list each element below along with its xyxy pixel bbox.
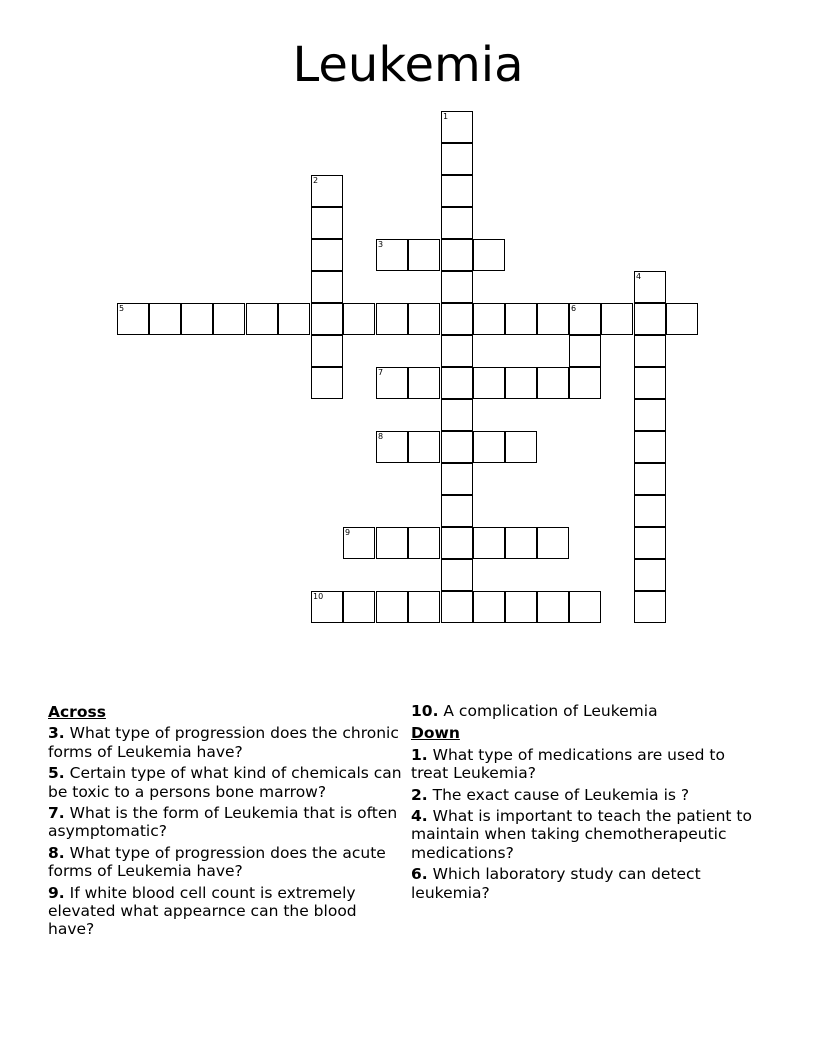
crossword-cell[interactable] [343, 303, 375, 335]
down-clue-2 [411, 786, 766, 804]
crossword-cell[interactable] [537, 527, 569, 559]
crossword-cell[interactable] [441, 591, 473, 623]
crossword-cell[interactable] [634, 303, 666, 335]
down-heading: Down [411, 724, 460, 743]
across-clue-3 [48, 724, 403, 761]
clue-number: 10. [411, 702, 439, 720]
crossword-cell[interactable] [376, 591, 408, 623]
page-title: Leukemia [292, 37, 524, 93]
crossword-cell[interactable] [441, 495, 473, 527]
crossword-cell[interactable] [408, 527, 440, 559]
clue-number: 3. [48, 724, 65, 743]
crossword-cell[interactable] [311, 207, 343, 239]
crossword-cell[interactable] [311, 591, 343, 623]
crossword-cell[interactable] [569, 303, 601, 335]
crossword-cell[interactable] [441, 111, 473, 143]
down-clue-6 [411, 865, 766, 902]
clue-text: Certain type of what kind of chemicals can be toxic to a persons bone marrow? [48, 764, 402, 801]
crossword-cell[interactable] [473, 367, 505, 399]
crossword-cell[interactable] [505, 591, 537, 623]
crossword-cell[interactable] [441, 431, 473, 463]
crossword-cell[interactable] [343, 591, 375, 623]
clue-text: A complication of Leukemia [443, 702, 658, 720]
crossword-cell[interactable] [473, 303, 505, 335]
crossword-cell[interactable] [634, 271, 666, 303]
crossword-cell[interactable] [376, 431, 408, 463]
clue-number: 8. [48, 843, 65, 862]
clue-number: 5. [48, 764, 65, 783]
clue-text: What is important to teach the patient to maintain when taking chemotherapeutic medications? [411, 807, 752, 862]
crossword-cell[interactable] [117, 303, 149, 335]
crossword-cell[interactable] [246, 303, 278, 335]
crossword-cell[interactable] [311, 271, 343, 303]
clue-number: 9. [48, 883, 65, 902]
crossword-cell[interactable] [473, 591, 505, 623]
crossword-cell[interactable] [441, 335, 473, 367]
crossword-cell[interactable] [441, 367, 473, 399]
crossword-cell[interactable] [601, 303, 633, 335]
crossword-cell[interactable] [408, 431, 440, 463]
crossword-cell[interactable] [376, 239, 408, 271]
crossword-cell[interactable] [441, 559, 473, 591]
crossword-cell[interactable] [376, 303, 408, 335]
crossword-cell[interactable] [634, 367, 666, 399]
crossword-cell[interactable] [213, 303, 245, 335]
clue-text: The exact cause of Leukemia is ? [432, 785, 690, 804]
crossword-cell[interactable] [311, 367, 343, 399]
clue-number-label: 9 [345, 528, 351, 537]
crossword-cell[interactable] [149, 303, 181, 335]
crossword-cell[interactable] [181, 303, 213, 335]
crossword-cell[interactable] [473, 239, 505, 271]
clue-number-label: 3 [378, 240, 384, 249]
clues-column-left [48, 702, 403, 942]
clue-text: If white blood cell count is extremely elevated what appearnce can the blood have? [48, 883, 357, 939]
crossword-cell[interactable] [473, 527, 505, 559]
clue-number-label: 4 [636, 272, 642, 281]
crossword-cell[interactable] [634, 495, 666, 527]
crossword-cell[interactable] [634, 527, 666, 559]
clue-text: Which laboratory study can detect leukemia? [411, 865, 701, 902]
crossword-cell[interactable] [634, 559, 666, 591]
crossword-cell[interactable] [634, 399, 666, 431]
crossword-cell[interactable] [569, 335, 601, 367]
clue-number-label: 8 [378, 432, 384, 441]
crossword-cell[interactable] [408, 591, 440, 623]
crossword-cell[interactable] [441, 143, 473, 175]
crossword-cell[interactable] [537, 303, 569, 335]
clue-text: What type of progression does the chronic forms of Leukemia have? [48, 724, 399, 761]
crossword-cell[interactable] [473, 431, 505, 463]
crossword-cell[interactable] [441, 239, 473, 271]
clue-number-label: 10 [313, 592, 324, 601]
crossword-cell[interactable] [311, 175, 343, 207]
crossword-cell[interactable] [569, 367, 601, 399]
crossword-cell[interactable] [311, 303, 343, 335]
across-heading: Across [48, 703, 106, 721]
crossword-cell[interactable] [441, 175, 473, 207]
clue-number-label: 1 [443, 112, 449, 121]
crossword-cell[interactable] [505, 367, 537, 399]
clue-number: 1. [411, 745, 428, 764]
clue-text: What is the form of Leukemia that is often asymptomatic? [48, 804, 398, 841]
down-clue-1 [411, 746, 766, 783]
clue-number: 6. [411, 865, 428, 884]
clue-text: What type of medications are used to treat Leukemia? [411, 745, 725, 783]
clue-text: What type of progression does the acute forms of Leukemia have? [48, 843, 386, 881]
crossword-cell[interactable] [311, 335, 343, 367]
crossword-cell[interactable] [569, 591, 601, 623]
crossword-cell[interactable] [408, 239, 440, 271]
crossword-cell[interactable] [408, 303, 440, 335]
across-clue-9 [48, 884, 403, 939]
clue-number-label: 7 [378, 368, 384, 377]
crossword-cell[interactable] [634, 463, 666, 495]
crossword-cell[interactable] [505, 527, 537, 559]
crossword-cell[interactable] [311, 239, 343, 271]
crossword-cell[interactable] [505, 303, 537, 335]
down-clue-4 [411, 807, 766, 862]
clues-column-right [411, 702, 766, 905]
crossword-cell[interactable] [376, 527, 408, 559]
crossword-cell[interactable] [441, 463, 473, 495]
clue-number: 4. [411, 807, 428, 826]
clue-number: 2. [411, 785, 428, 804]
crossword-cell[interactable] [441, 527, 473, 559]
across-clue-5 [48, 764, 403, 801]
across-clue-10 [411, 702, 766, 720]
crossword-cell[interactable] [408, 367, 440, 399]
crossword-cell[interactable] [666, 303, 698, 335]
across-clue-8 [48, 844, 403, 881]
clue-number-label: 5 [119, 304, 125, 313]
clue-number: 7. [48, 804, 65, 823]
crossword-cell[interactable] [441, 399, 473, 431]
crossword-cell[interactable] [343, 527, 375, 559]
clue-number-label: 6 [571, 304, 577, 313]
crossword-cell[interactable] [505, 431, 537, 463]
across-clue-7 [48, 804, 403, 841]
crossword-cell[interactable] [537, 591, 569, 623]
crossword-cell[interactable] [634, 591, 666, 623]
crossword-cell[interactable] [441, 271, 473, 303]
crossword-cell[interactable] [376, 367, 408, 399]
crossword-cell[interactable] [537, 367, 569, 399]
clue-number-label: 2 [313, 176, 319, 185]
crossword-cell[interactable] [441, 303, 473, 335]
crossword-cell[interactable] [634, 431, 666, 463]
crossword-cell[interactable] [278, 303, 310, 335]
crossword-cell[interactable] [634, 335, 666, 367]
crossword-cell[interactable] [441, 207, 473, 239]
